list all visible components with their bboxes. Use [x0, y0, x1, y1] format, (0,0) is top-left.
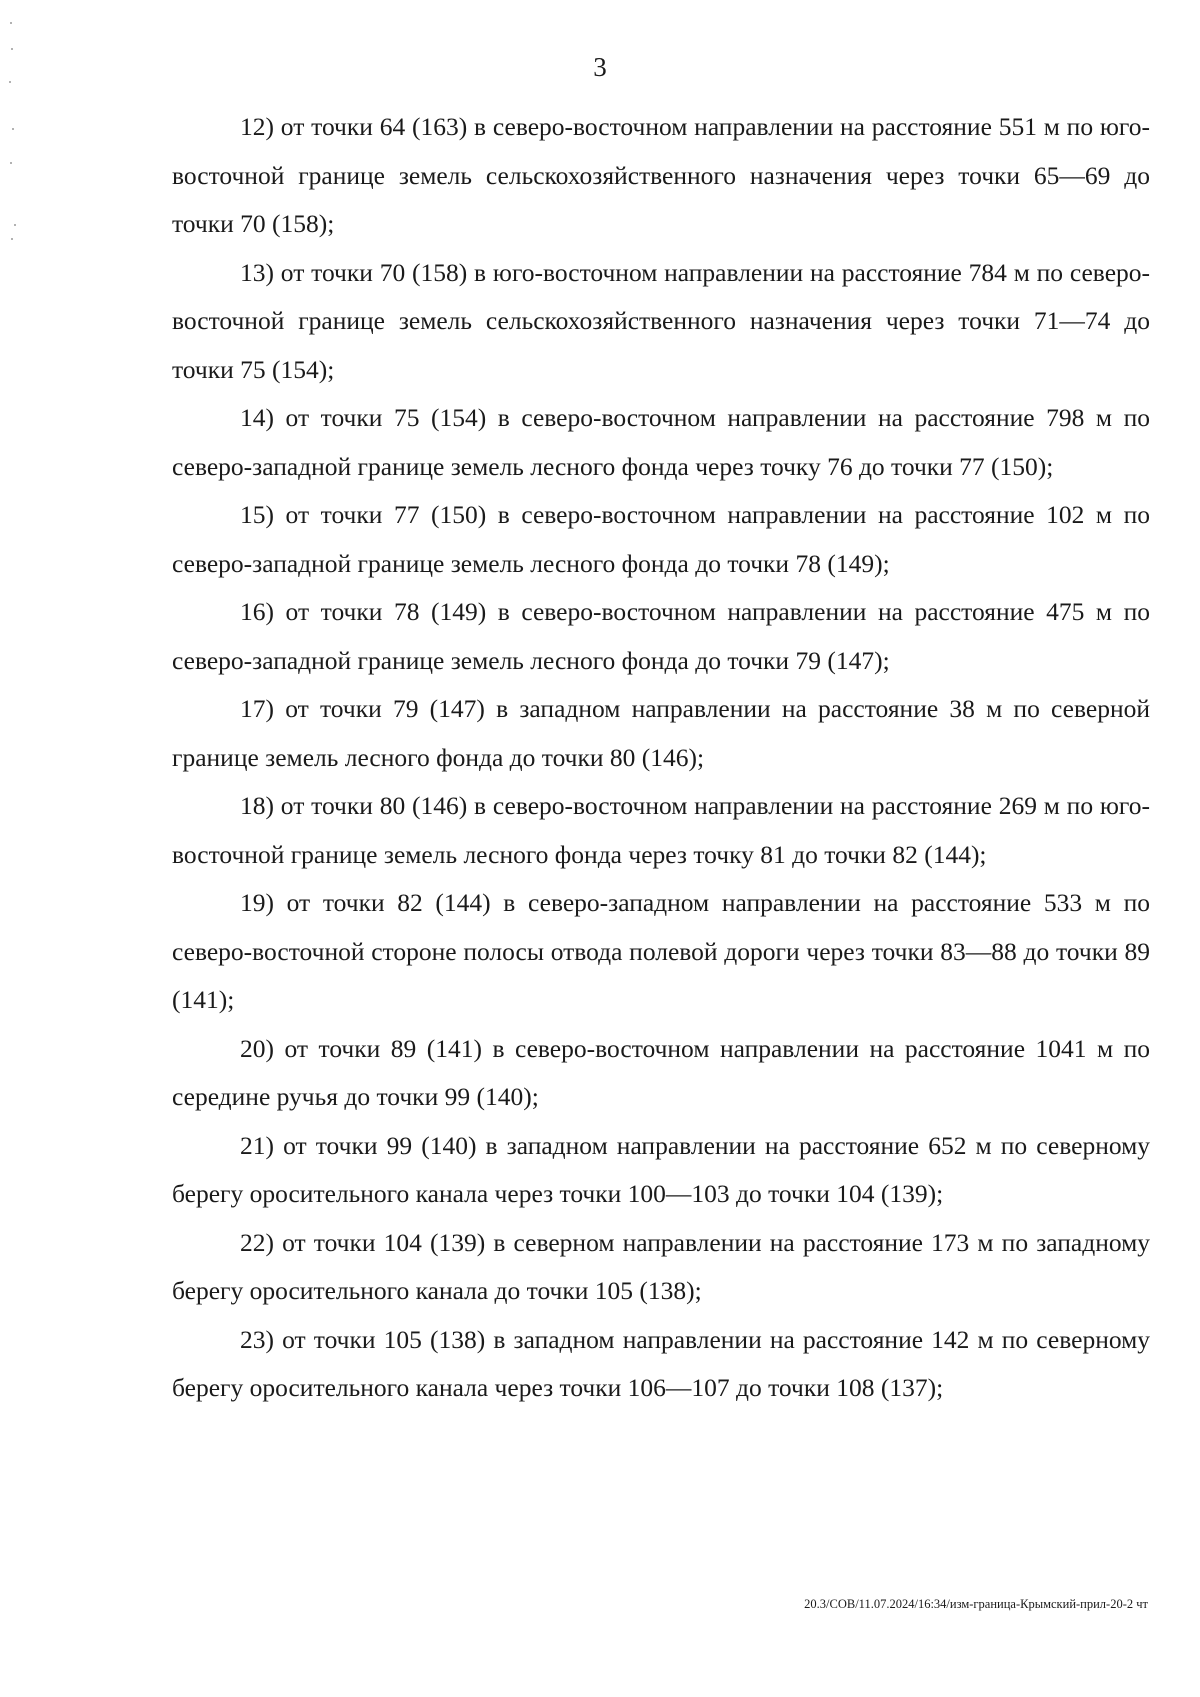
document-footer-stamp: 20.3/СОВ/11.07.2024/16:34/изм-граница-Крымский-прил-20-2 чт: [804, 1597, 1148, 1611]
clause-18: 18) от точки 80 (146) в северо-восточном направлении на расстояние 269 м по юго-восточной границе земель лесного фонда через точку 81 до точки 82 (144);: [172, 791, 1150, 869]
clause-13: 13) от точки 70 (158) в юго-восточном направлении на расстояние 784 м по северо-восточной границе земель сельскохозяйственного назначения через точки 71—74 до точки 75 (154);: [172, 257, 1150, 384]
page-number: 3: [593, 52, 607, 82]
document-body: [172, 103, 1150, 1413]
clause-20: 20) от точки 89 (141) в северо-восточном направлении на расстояние 1041 м по середине ручья до точки 99 (140);: [172, 1033, 1150, 1111]
clause-12: 12) от точки 64 (163) в северо-восточном направлении на расстояние 551 м по юго-восточной границе земель сельскохозяйственного назначения через точки 65—69 до точки 70 (158);: [172, 112, 1150, 238]
clause-22: 22) от точки 104 (139) в северном направлении на расстояние 173 м по западному берегу оросительного канала до точки 105 (138);: [172, 1227, 1150, 1305]
clause-15: 15) от точки 77 (150) в северо-восточном направлении на расстояние 102 м по северо-западной границе земель лесного фонда до точки 78 (149);: [172, 500, 1150, 578]
clause-14: 14) от точки 75 (154) в северо-восточном направлении на расстояние 798 м по северо-западной границе земель лесного фонда через точку 76 до точки 77 (150);: [172, 403, 1150, 481]
clause-17: 17) от точки 79 (147) в западном направлении на расстояние 38 м по северной границе земель лесного фонда до точки 80 (146);: [172, 694, 1150, 772]
clause-23: 23) от точки 105 (138) в западном направлении на расстояние 142 м по северному берегу оросительного канала через точки 106—107 до точки 108 (137);: [172, 1324, 1150, 1402]
clause-21: 21) от точки 99 (140) в западном направлении на расстояние 652 м по северному берегу оросительного канала через точки 100—103 до точки 104 (139);: [172, 1130, 1150, 1208]
scan-edge-marks: [8, 10, 18, 260]
clause-19: 19) от точки 82 (144) в северо-западном направлении на расстояние 533 м по северо-восточной стороне полосы отвода полевой дороги через точки 83—88 до точки 89 (141);: [172, 888, 1150, 1014]
clause-16: 16) от точки 78 (149) в северо-восточном направлении на расстояние 475 м по северо-западной границе земель лесного фонда до точки 79 (147);: [172, 597, 1150, 675]
